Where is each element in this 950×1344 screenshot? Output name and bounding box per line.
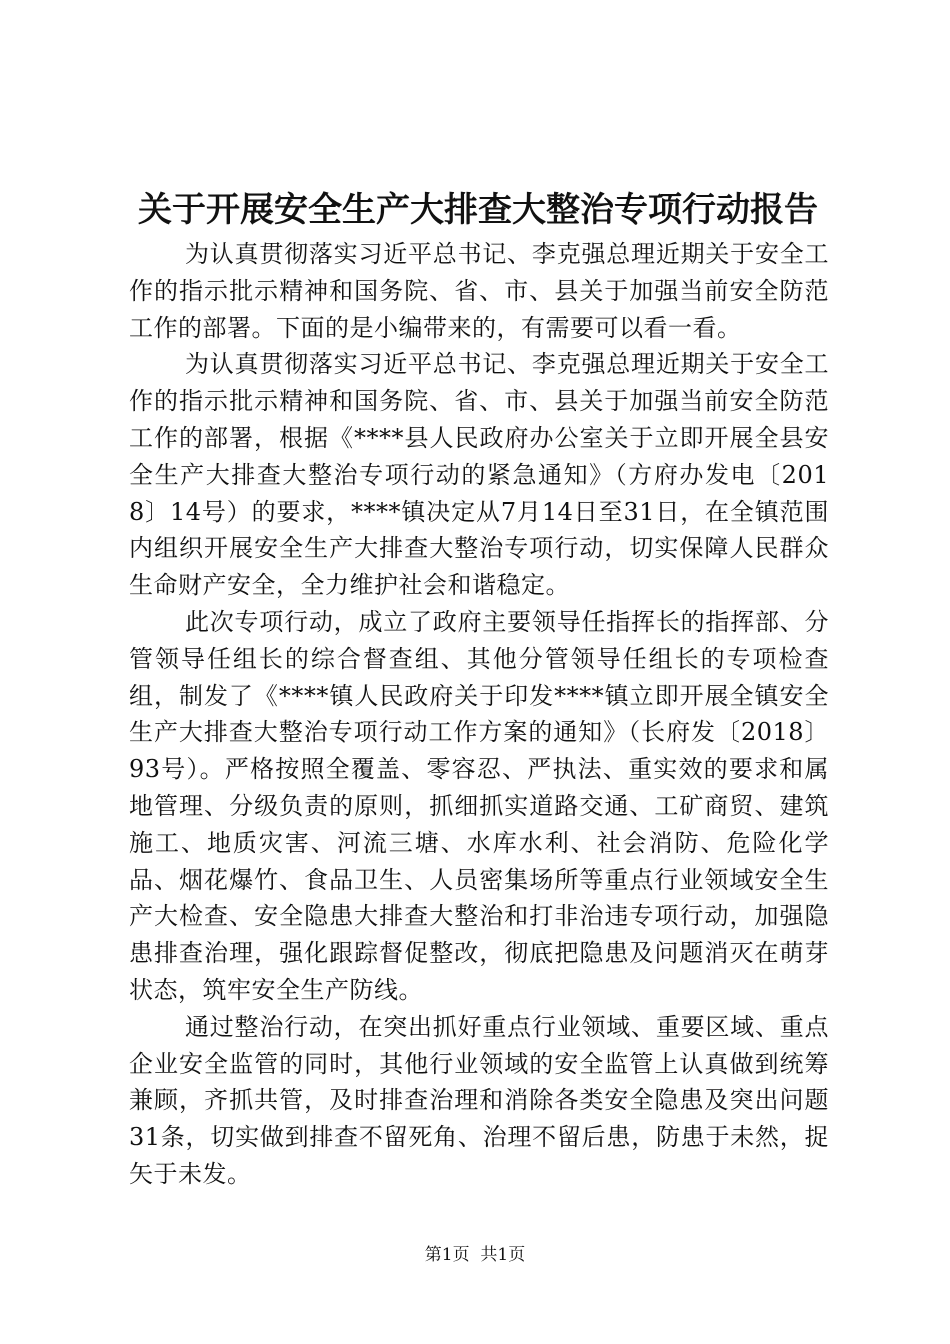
paragraph-results: 通过整治行动，在突出抓好重点行业领域、重要区域、重点企业安全监管的同时，其他行业领域的安全监管上认真做到统筹兼顾，齐抓共管，及时排查治理和消除各类安全隐患及突出问题31条，切实做到排查不留死角、治理不留后患，防患于未然，捉矢于未发。 — [129, 1012, 829, 1188]
page-footer: 第1页 共1页 — [424, 1245, 526, 1265]
paragraph-background: 为认真贯彻落实习近平总书记、李克强总理近期关于安全工作的指示批示精神和国务院、省、市、县关于加强当前安全防范工作的部署，根据《****县人民政府办公室关于立即开展全县安全生产大排查大整治专项行动的紧急通知》（方府办发电〔2018〕14号）的要求，****镇决定从7月14日至31日，在全镇范围内组织开展安全生产大排查大整治专项行动，切实保障人民群众生命财产安全，全力维护社会和谐稳定。 — [129, 350, 829, 600]
paragraph-measures: 此次专项行动，成立了政府主要领导任指挥长的指挥部、分管领导任组长的综合督查组、其他分管领导任组长的专项检查组，制发了《****镇人民政府关于印发****镇立即开展全镇安全生产大排查大整治专项行动工作方案的通知》（长府发〔2018〕93号）。严格按照全覆盖、零容忍、严执法、重实效的要求和属地管理、分级负责的原则，抓细抓实道路交通、工矿商贸、建筑施工、地质灾害、河流三塘、水库水利、社会消防、危险化学品、烟花爆竹、食品卫生、人员密集场所等重点行业领域安全生产大检查、安全隐患大排查大整治和打非治违专项行动，加强隐患排查治理，强化跟踪督促整改，彻底把隐患及问题消灭在萌芽状态，筑牢安全生产防线。 — [129, 607, 829, 1004]
paragraph-intro: 为认真贯彻落实习近平总书记、李克强总理近期关于安全工作的指示批示精神和国务院、省、市、县关于加强当前安全防范工作的部署。下面的是小编带来的，有需要可以看一看。 — [129, 240, 829, 342]
document-body — [129, 236, 829, 1193]
document-title: 关于开展安全生产大排查大整治专项行动报告 — [138, 190, 818, 230]
